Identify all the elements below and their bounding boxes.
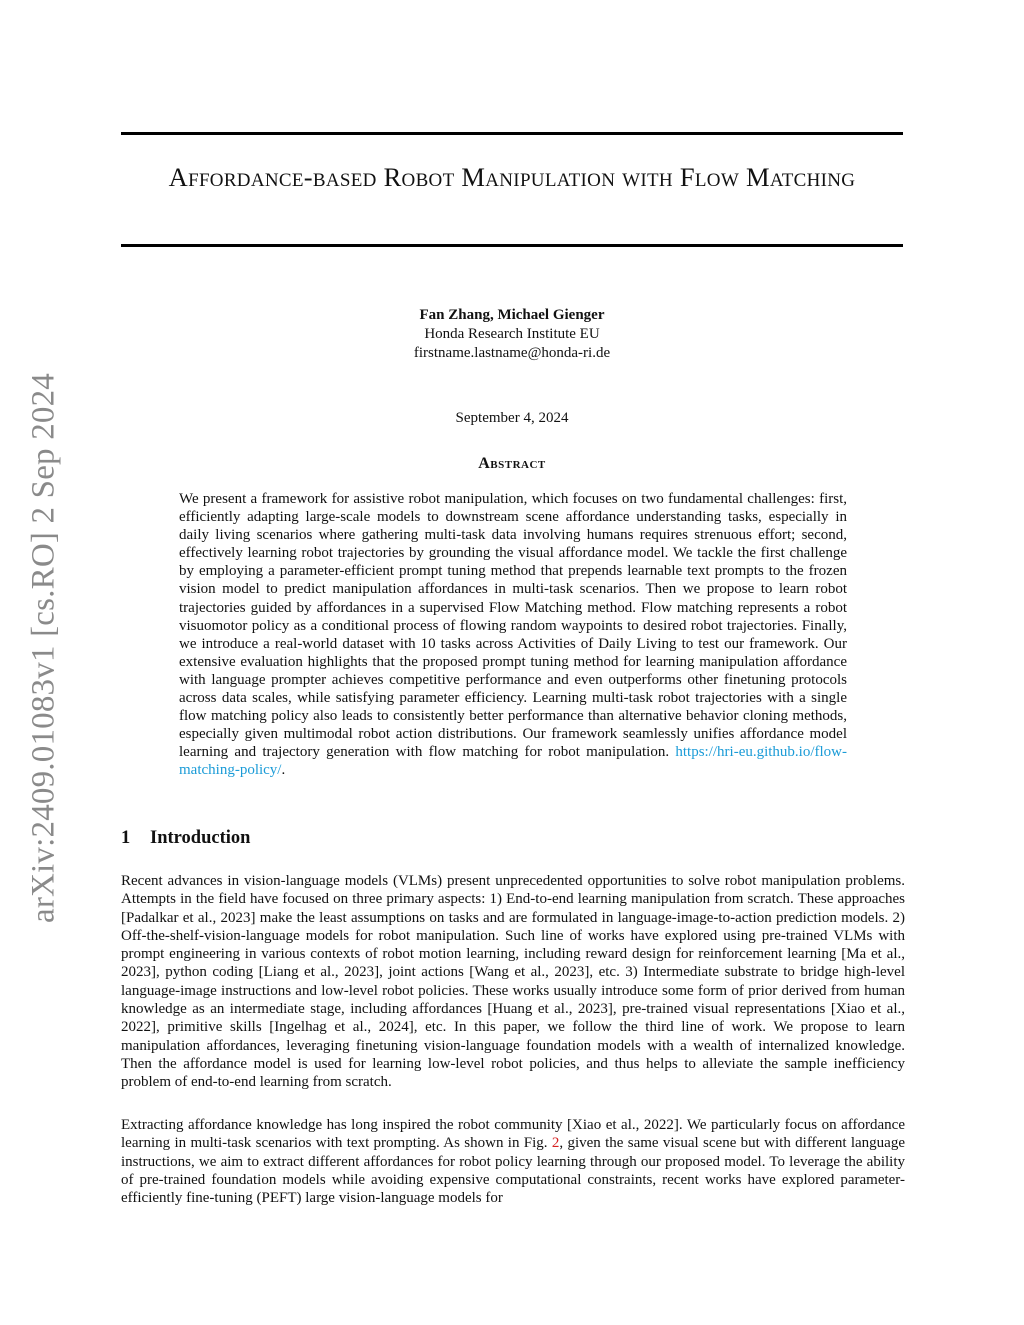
- intro-paragraph-1: Recent advances in vision-language models (VLMs) present unprecedented opportunities to solve robot manipulation problems. Attempts in the field have focused on three primary aspects: 1) End-to-end learning manipulation from scratch. These approaches [Padalkar et al., 2023] make the least assumptions on tasks and are formulated in language-image-to-action prediction models. 2) Off-the-shelf-vision-language models for robot manipulation. Such line of works have explored using pre-trained VLMs with prompt engineering in various contexts of robot motion learning, including reward design for reinforcement learning [Ma et al., 2023], python coding [Liang et al., 2023], joint actions [Wang et al., 2023], etc. 3) Intermediate substrate to bridge high-level language-image instructions and low-level robot policies. These works usually introduce some form of prior derived from human knowledge as an intermediate stage, including affordances [Huang et al., 2023], pre-trained visual representations [Xiao et al., 2022], primitive skills [Ingelhag et al., 2024], etc. In this paper, we follow the third line of work. We propose to learn manipulation affordances, leveraging finetuning vision-language foundation models with a wealth of internalized knowledge. Then the affordance model is used for learning low-level robot policies, and thus helps to alleviate the sample inefficiency problem of end-to-end learning from scratch.: [121, 873, 905, 1091]
- abstract-heading: Abstract: [478, 455, 546, 472]
- author-names: Fan Zhang, Michael Gienger: [419, 307, 605, 323]
- paragraph-2-text-end: , given the same visual scene but with different language instructions, we aim to extract different affordances for robot policy learning through our proposed model. To leverage the ability of pre-trained foundation models while avoiding expensive computational constraints, recent works have explored parameter-efficiently fine-tuning (PEFT) large vision-language models for: [121, 1135, 905, 1207]
- figure-2-reference-link[interactable]: 2: [551, 1135, 560, 1152]
- paragraph-2-text-start: Extracting affordance knowledge has long inspired the robot community [Xiao et al., 2022]. We particularly focus on affordance learning in multi-task scenarios with text prompting. As shown in Fig.: [121, 1117, 905, 1152]
- abstract-body: [179, 490, 847, 780]
- paper-title: Affordance-based Robot Manipulation with Flow Matching: [168, 162, 856, 192]
- paper-date: September 4, 2024: [455, 410, 569, 426]
- author-affiliation: Honda Research Institute EU: [424, 326, 600, 342]
- title-bottom-rule: [121, 244, 903, 247]
- section-number: 1: [121, 828, 131, 848]
- project-page-link[interactable]: https://hri-eu.github.io/flow-matching-policy/: [179, 744, 848, 779]
- section-title: Introduction: [150, 828, 251, 848]
- abstract-text: We present a framework for assistive robot manipulation, which focuses on two fundamental challenges: first, efficiently adapting large-scale models to downstream scene affordance understanding tasks, especially in daily living scenarios where gathering multi-task data involving humans requires strenuous effort; second, effectively learning robot trajectories by grounding the visual affordance model. We tackle the first challenge by employing a parameter-efficient prompt tuning method that prepends learnable text prompts to the frozen vision model to predict manipulation affordances in multi-task scenarios. Then we propose to learn robot trajectories guided by affordances in a supervised Flow Matching method. Flow matching represents a robot visuomotor policy as a conditional process of flowing random waypoints to desired robot trajectories. Finally, we introduce a real-world dataset with 10 tasks across Activities of Daily Living to test our framework. Our extensive evaluation highlights that the proposed prompt tuning method for learning manipulation affordance with language prompter achieves competitive performance and even outperforms other finetuning protocols across data scales, while satisfying parameter efficiency. Learning multi-task robot trajectories with a single flow matching policy also leads to consistently better performance than alternative behavior cloning methods, especially given multimodal robot action distributions. Our framework seamlessly unifies affordance model learning and trajectory generation with flow matching for robot manipulation.: [179, 491, 847, 761]
- abstract-link-suffix: .: [281, 762, 286, 779]
- intro-paragraph-2: [121, 1116, 905, 1207]
- section-heading-introduction: [121, 828, 250, 849]
- arxiv-identifier: arXiv:2409.01083v1 [cs.RO] 2 Sep 2024: [25, 372, 62, 924]
- title-top-rule: [121, 132, 903, 135]
- author-email: firstname.lastname@honda-ri.de: [413, 345, 611, 361]
- author-block: [121, 306, 903, 363]
